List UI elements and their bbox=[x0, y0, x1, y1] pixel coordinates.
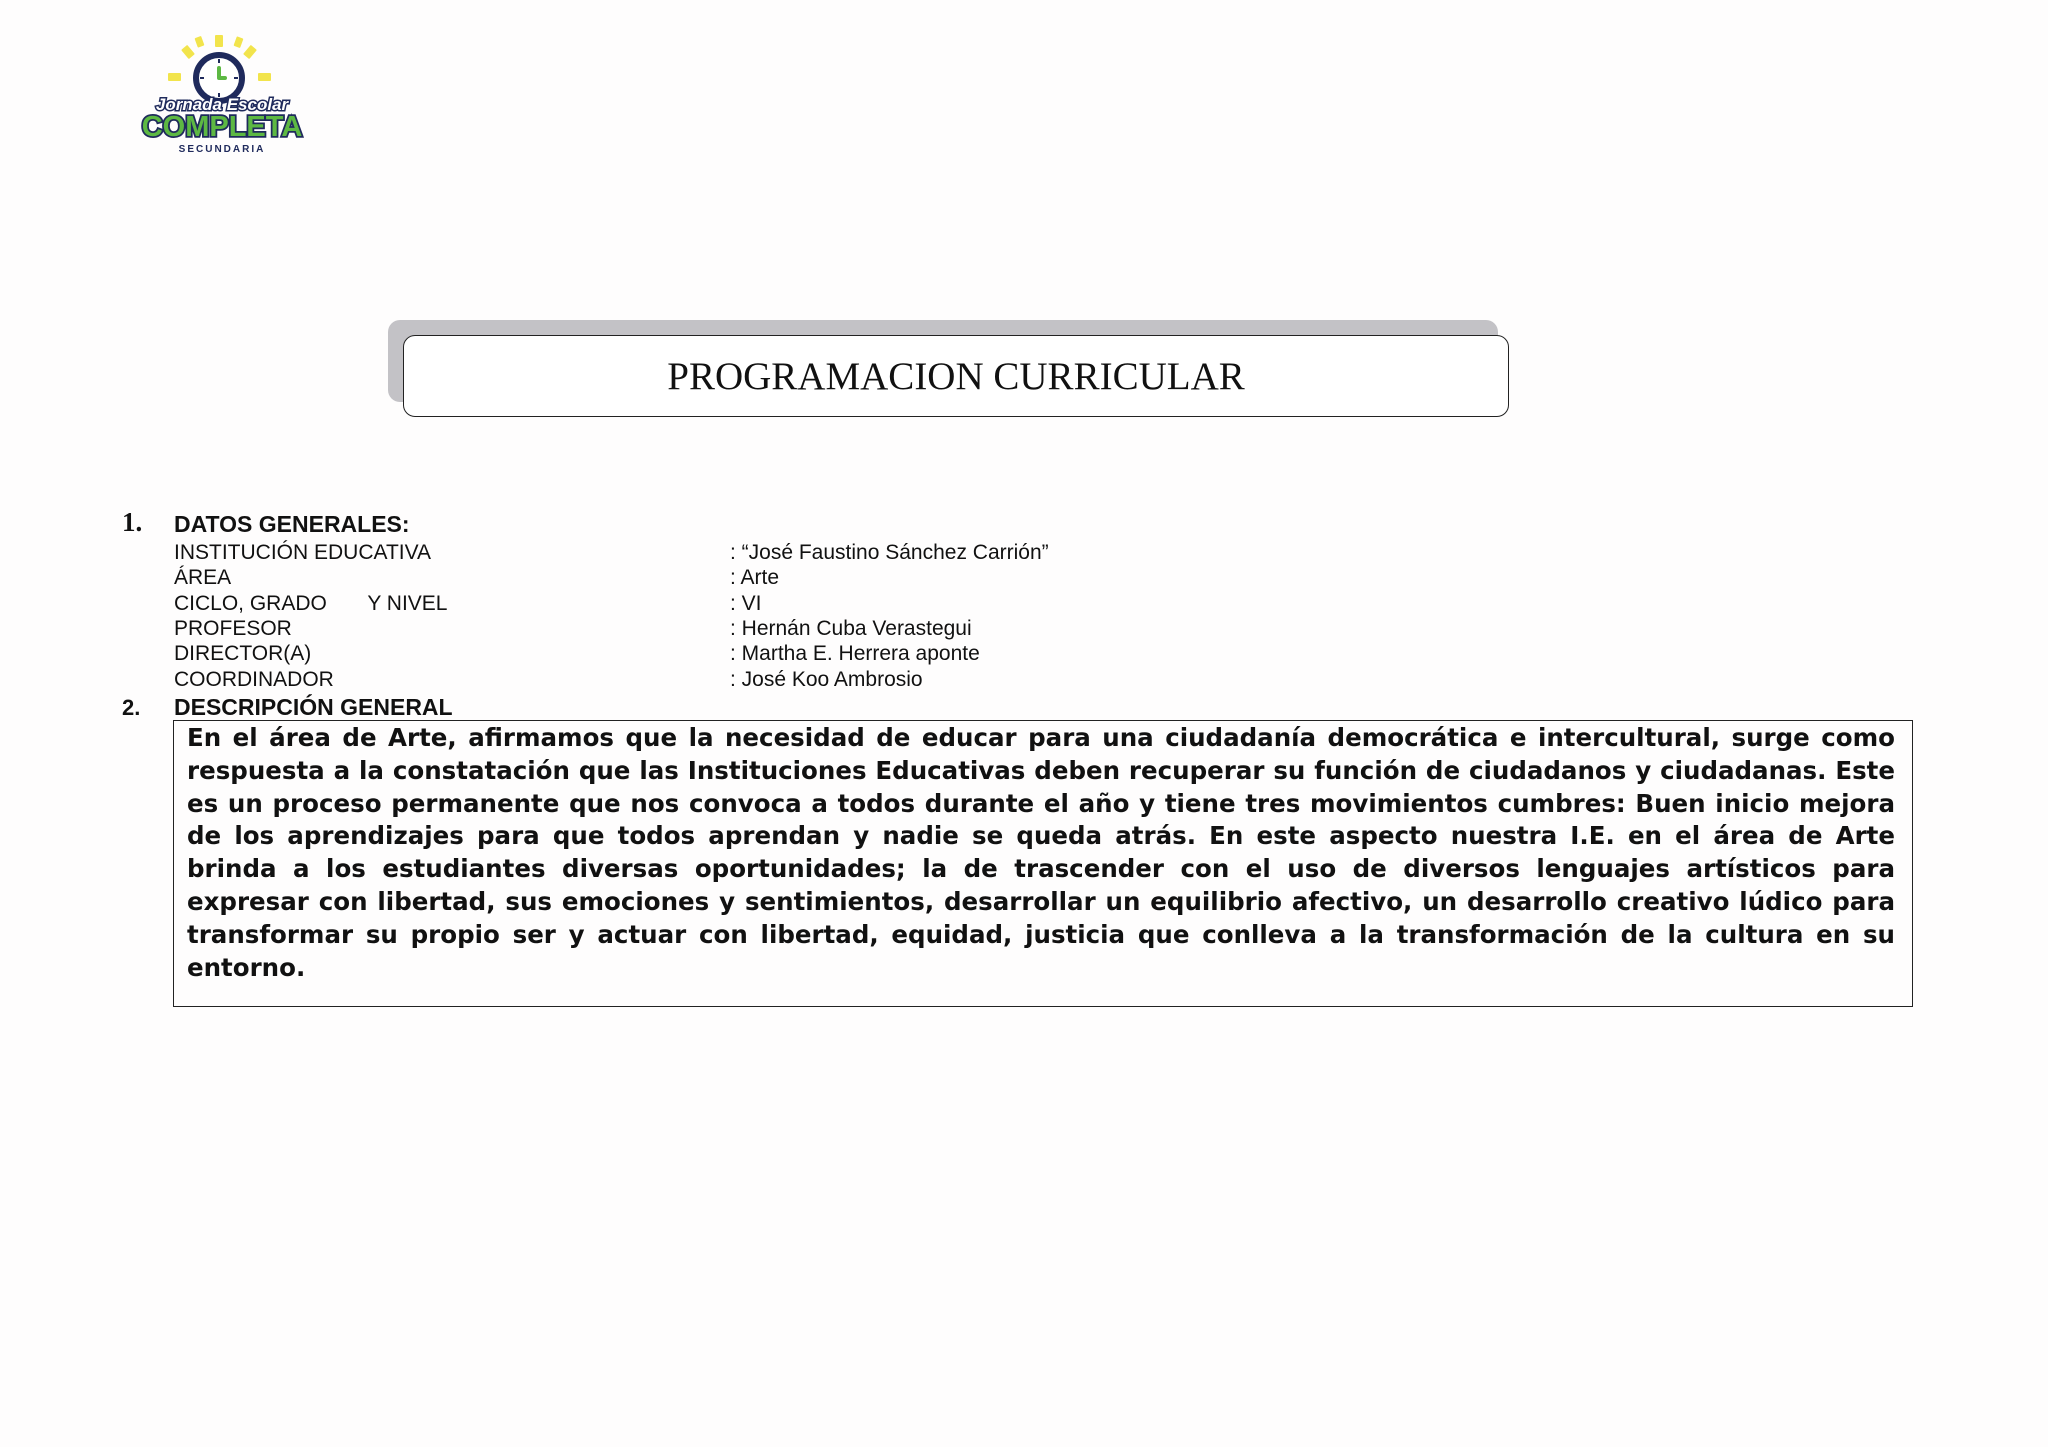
data-row-area bbox=[174, 565, 1074, 590]
data-label: DIRECTOR(A) bbox=[174, 642, 312, 665]
logo-line1: Jornada Escolar bbox=[155, 95, 289, 114]
logo-line2: COMPLETA bbox=[141, 111, 303, 143]
logo-line3: SECUNDARIA bbox=[178, 144, 266, 155]
data-value: : VI bbox=[730, 592, 762, 615]
data-row-ciclo bbox=[174, 591, 1074, 616]
data-label: ÁREA bbox=[174, 566, 232, 589]
data-value: : José Koo Ambrosio bbox=[730, 668, 923, 691]
data-label: INSTITUCIÓN EDUCATIVA bbox=[174, 541, 432, 564]
data-label: COORDINADOR bbox=[174, 668, 334, 691]
data-label: CICLO, GRADO Y NIVEL bbox=[174, 592, 448, 615]
data-value: : Hernán Cuba Verastegui bbox=[730, 617, 972, 640]
data-value: : Martha E. Herrera aponte bbox=[730, 642, 980, 665]
section2-heading: DESCRIPCIÓN GENERAL bbox=[174, 694, 453, 720]
section2-number: 2. bbox=[122, 695, 141, 720]
section1-heading: DATOS GENERALES: bbox=[174, 511, 410, 537]
data-label: PROFESOR bbox=[174, 617, 292, 640]
section1-number: 1. bbox=[122, 507, 143, 537]
data-row-profesor bbox=[174, 616, 1074, 641]
description-text: En el área de Arte, afirmamos que la necesidad de educar para una ciudadanía democrática e intercultural, surge como respuesta a la constatación que las Instituciones Educativas deben recuperar su función de ciudadanos y ciudadanas. Este es un proceso permanente que nos convoca a todos durante el año y tiene tres movimientos cumbres: Buen inicio mejora de los aprendizajes para que todos aprendan y nadie se queda atrás. En este aspecto nuestra I.E. en el área de Arte brinda a los estudiantes diversas oportunidades; la de trascender con el uso de diversos lenguajes artísticos para expresar con libertad, sus emociones y sentimientos, desarrollar un equilibrio afectivo, un desarrollo creativo lúdico para transformar su propio ser y actuar con libertad, equidad, justicia que conlleva a la transformación de la cultura en su entorno. bbox=[187, 723, 1895, 982]
data-row-director bbox=[174, 641, 1074, 666]
data-row-institucion bbox=[174, 540, 1074, 565]
jornada-escolar-completa-logo bbox=[124, 32, 320, 156]
data-row-coordinador bbox=[174, 667, 1074, 692]
data-value: : Arte bbox=[730, 566, 780, 589]
page-title: PROGRAMACION CURRICULAR bbox=[403, 335, 1509, 417]
data-value: : “José Faustino Sánchez Carrión” bbox=[730, 541, 1049, 564]
